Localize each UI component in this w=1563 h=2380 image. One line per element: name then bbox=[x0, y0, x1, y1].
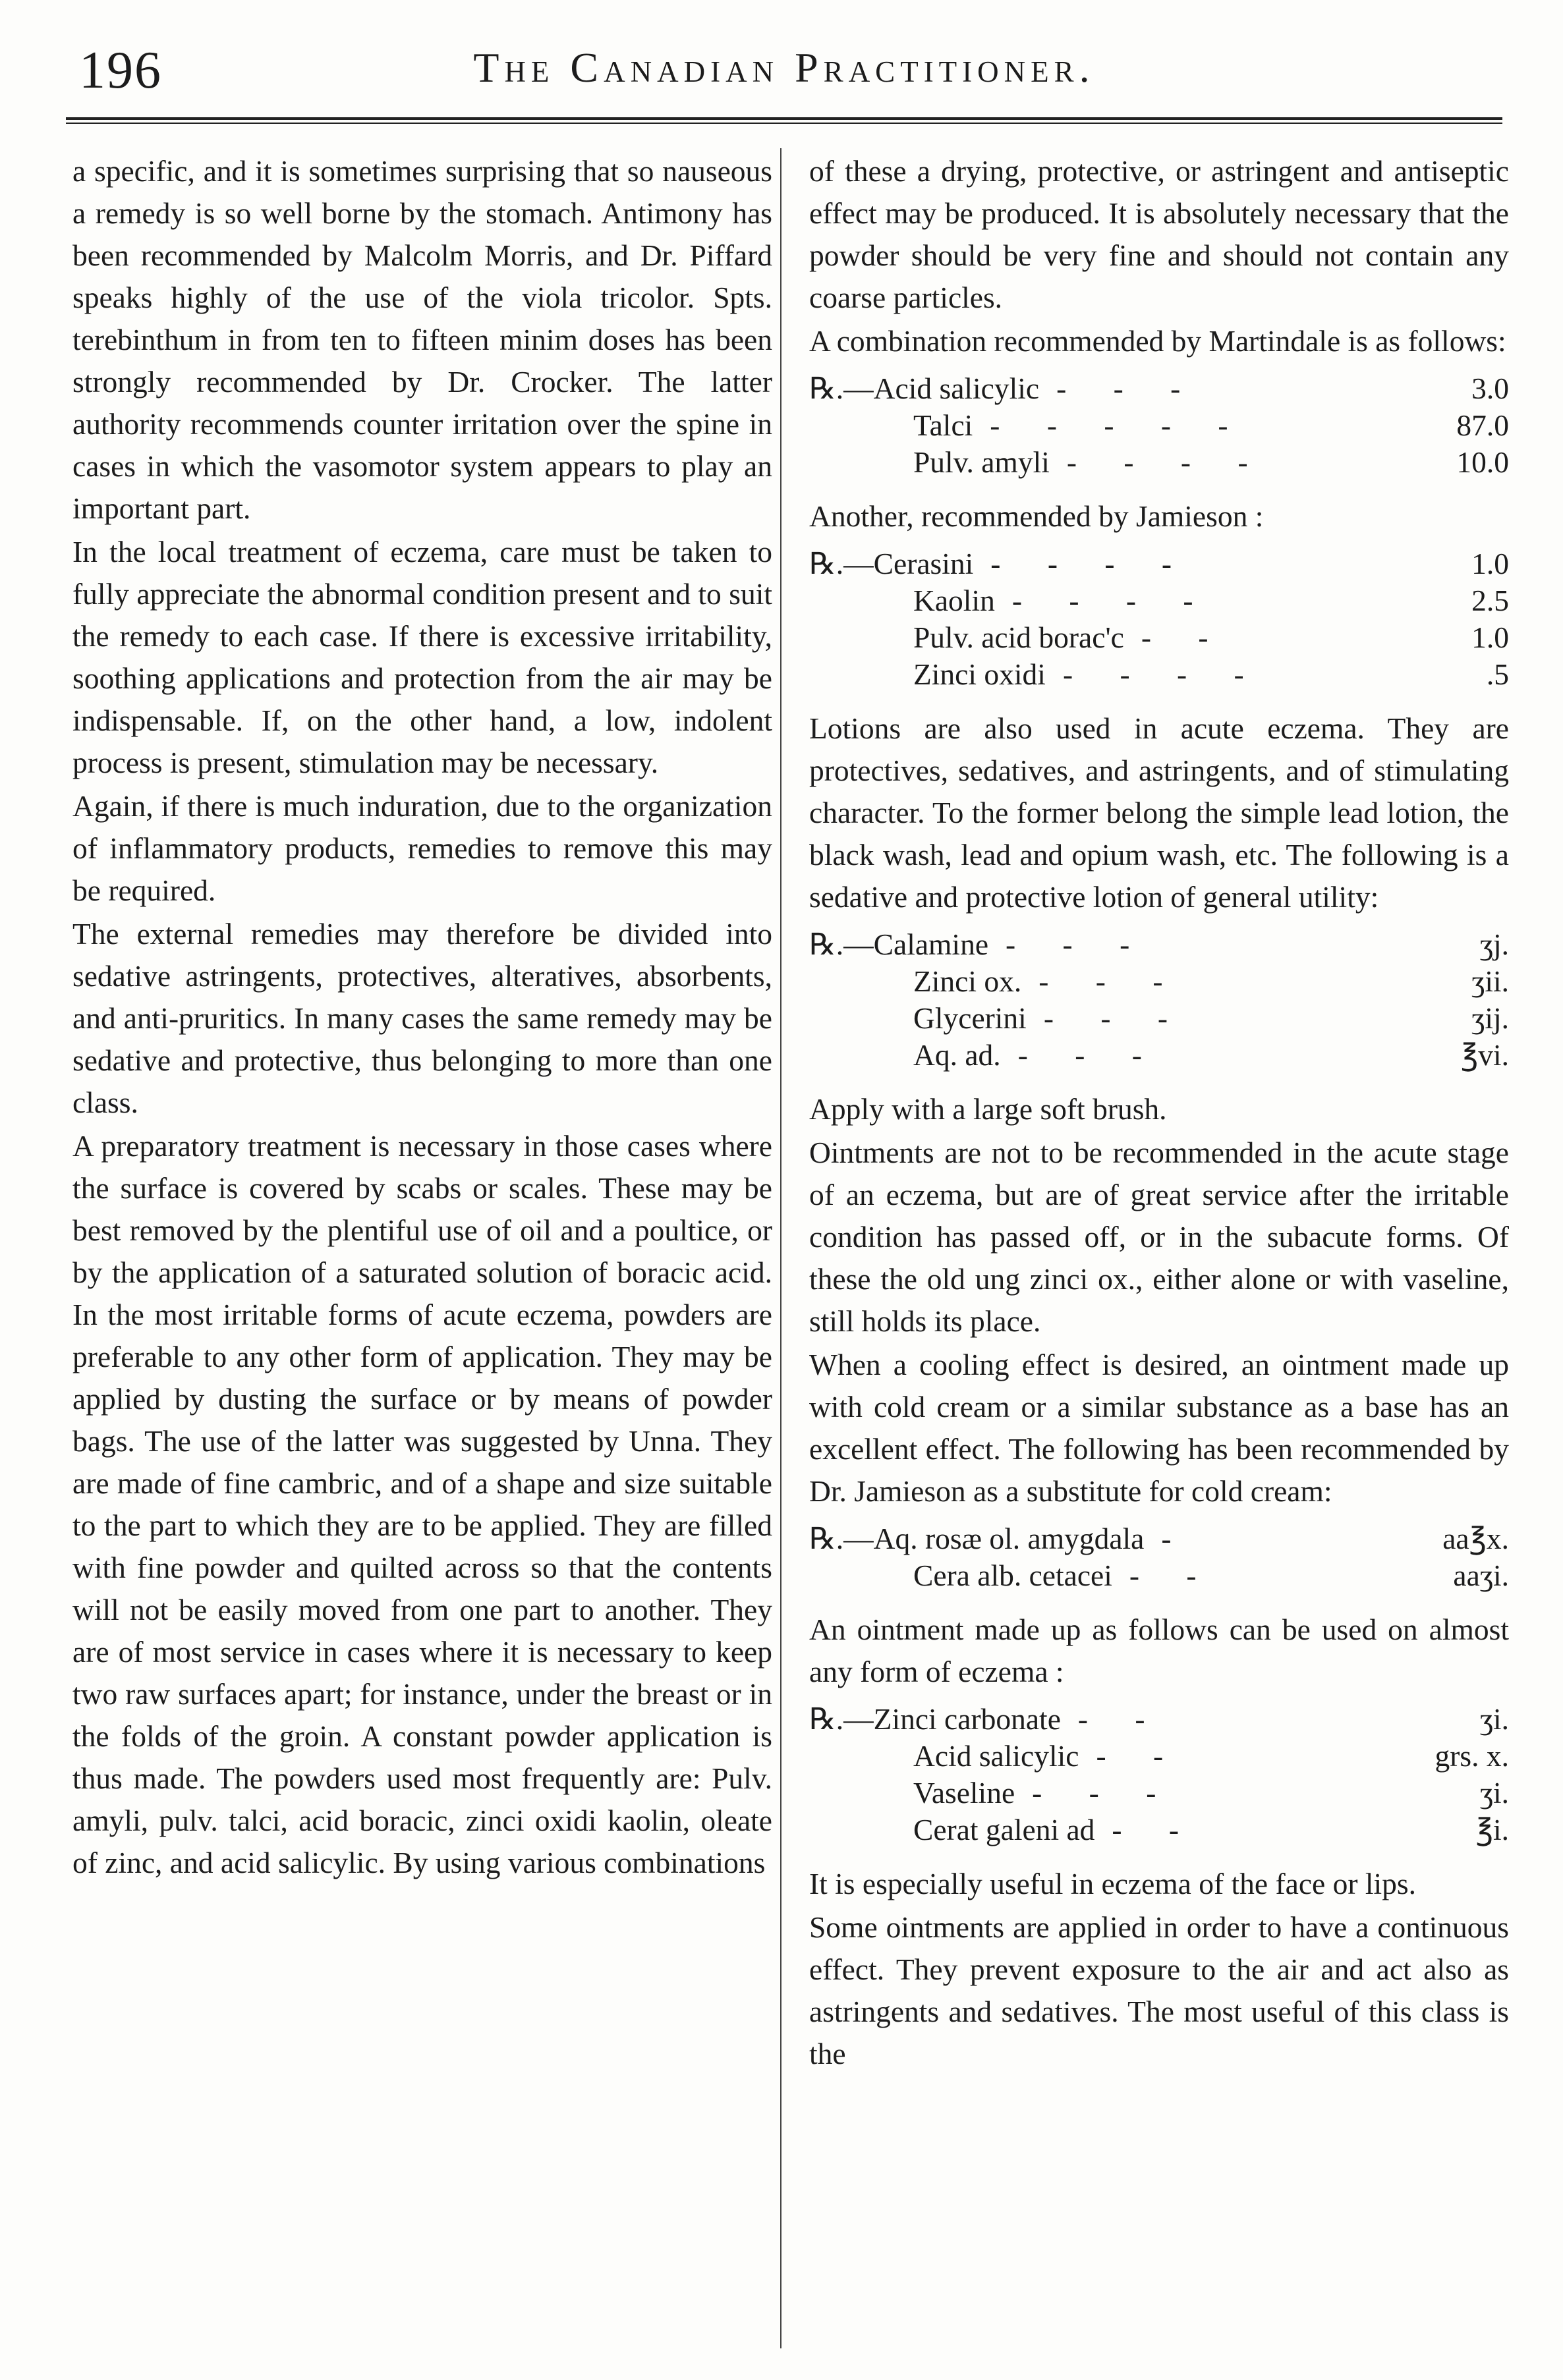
ingredient: Kaolin bbox=[913, 584, 995, 617]
header-rule bbox=[66, 117, 1502, 120]
ingredient: ℞.—Calamine bbox=[809, 927, 989, 961]
ingredient: Zinci ox. bbox=[913, 964, 1022, 998]
leader-dashes: - - - - - bbox=[990, 408, 1248, 442]
paragraph: Apply with a large soft brush. bbox=[809, 1092, 1167, 1126]
quantity: 1.0 bbox=[1471, 621, 1509, 654]
prescription-line bbox=[809, 582, 1509, 619]
leader-dashes: - - - bbox=[1017, 1038, 1162, 1072]
quantity: 1.0 bbox=[1471, 547, 1509, 580]
quantity: 3.0 bbox=[1471, 372, 1509, 405]
quantity: 10.0 bbox=[1456, 445, 1509, 479]
prescription-ointment bbox=[809, 1701, 1509, 1848]
ingredient: ℞.—Cerasini bbox=[809, 547, 974, 580]
quantity: ʒij. bbox=[1471, 1001, 1509, 1035]
leader-dashes: - - - - bbox=[1011, 584, 1213, 617]
ingredient: Pulv. amyli bbox=[913, 445, 1050, 479]
ingredient: ℞.—Aq. rosæ ol. amygdala bbox=[809, 1522, 1145, 1555]
leader-dashes: - - - bbox=[1043, 1001, 1188, 1035]
right-column bbox=[809, 150, 1509, 2344]
quantity: aaʒi. bbox=[1453, 1559, 1509, 1592]
ingredient: Acid salicylic bbox=[913, 1739, 1079, 1773]
prescription-line bbox=[809, 1037, 1509, 1074]
prescription-line bbox=[809, 619, 1509, 656]
paragraph: A combination recommended by Martindale is as follows: bbox=[809, 324, 1506, 358]
paragraph: a specific, and it is sometimes surprising that so nauseous a remedy is so well borne by the stomach. Antimony has been recommended by Malcolm Morris, and Dr. Piffard speaks highly of the use of the viola tricolor. Spts. terebinthum in from ten to fifteen minim doses has been strongly recommended by Dr. Crocker. The latter authority recommends counter irritation over the spine in cases in which the vasomotor system appears to play an important part. bbox=[72, 154, 772, 525]
column-divider bbox=[780, 148, 782, 2348]
leader-dashes: - - bbox=[1112, 1813, 1199, 1846]
quantity: ʒj. bbox=[1479, 927, 1509, 961]
leader-dashes: - - - - bbox=[1062, 657, 1264, 691]
prescription-line bbox=[809, 656, 1509, 693]
running-header bbox=[66, 20, 1502, 105]
paragraph: When a cooling effect is desired, an ointment made up with cold cream or a similar substance as a base has an excellent effect. The following has been recommended by Dr. Jamieson as a substitute for cold cream: bbox=[809, 1348, 1509, 1508]
ingredient: Talci bbox=[913, 408, 973, 442]
leader-dashes: - - - - bbox=[990, 547, 1192, 580]
leader-dashes: - bbox=[1161, 1522, 1191, 1555]
prescription-line bbox=[809, 407, 1509, 444]
paragraph: Another, recommended by Jamieson : bbox=[809, 499, 1264, 533]
prescription-lotion bbox=[809, 926, 1509, 1074]
left-column bbox=[72, 150, 772, 2344]
page-number: 196 bbox=[79, 42, 162, 99]
prescription-line bbox=[809, 545, 1509, 582]
ingredient: Aq. ad. bbox=[913, 1038, 1001, 1072]
leader-dashes: - - bbox=[1077, 1702, 1165, 1736]
quantity: grs. x. bbox=[1435, 1739, 1509, 1773]
quantity: ℥vi. bbox=[1460, 1038, 1509, 1072]
paragraph: Again, if there is much induration, due to the organization of inflammatory products, remedies to remove this may be required. bbox=[72, 789, 772, 907]
quantity: .5 bbox=[1486, 657, 1509, 691]
paragraph: The external remedies may therefore be divided into sedative astringents, protectives, alteratives, absorbents, and anti-pruritics. In many cases the same remedy may be sedative and protective, thus belonging to more than one class. bbox=[72, 917, 772, 1119]
prescription-line bbox=[809, 1775, 1509, 1812]
paragraph: Lotions are also used in acute eczema. They are protectives, sedatives, and astringents, and of stimulating character. To the former belong the simple lead lotion, the black wash, lead and opium wash, etc. The following is a sedative and protective lotion of general utility: bbox=[809, 711, 1509, 914]
quantity: 2.5 bbox=[1471, 584, 1509, 617]
ingredient: Pulv. acid borac'c bbox=[913, 621, 1124, 654]
ingredient: Glycerini bbox=[913, 1001, 1027, 1035]
quantity: 87.0 bbox=[1456, 408, 1509, 442]
quantity: aa℥x. bbox=[1442, 1522, 1509, 1555]
ingredient: Vaseline bbox=[913, 1776, 1015, 1810]
ingredient: Cerat galeni ad bbox=[913, 1813, 1095, 1846]
prescription-line bbox=[809, 370, 1509, 407]
journal-title: The Canadian Practitioner. bbox=[473, 44, 1095, 91]
leader-dashes: - - bbox=[1096, 1739, 1183, 1773]
leader-dashes: - - - - bbox=[1066, 445, 1268, 479]
paragraph: An ointment made up as follows can be used on almost any form of eczema : bbox=[809, 1613, 1509, 1688]
prescription-line bbox=[809, 1812, 1509, 1848]
prescription-jamieson-powder bbox=[809, 545, 1509, 693]
ingredient: Cera alb. cetacei bbox=[913, 1559, 1112, 1592]
prescription-line bbox=[809, 963, 1509, 1000]
prescription-line bbox=[809, 1520, 1509, 1557]
leader-dashes: - - - bbox=[1006, 927, 1150, 961]
prescription-martindale bbox=[809, 370, 1509, 481]
quantity: ℥i. bbox=[1475, 1813, 1509, 1846]
quantity: ʒii. bbox=[1471, 964, 1509, 998]
paragraph: Some ointments are applied in order to have a continuous effect. They prevent exposure to the air and act also as astringents and sedatives. The most useful of this class is the bbox=[809, 1910, 1509, 2070]
prescription-cold-cream bbox=[809, 1520, 1509, 1594]
paragraph: of these a drying, protective, or astringent and antiseptic effect may be produced. It is absolutely necessary that the powder should be very fine and should not contain any coarse particles. bbox=[809, 154, 1509, 314]
quantity: ʒi. bbox=[1479, 1702, 1509, 1736]
ingredient: ℞.—Zinci carbonate bbox=[809, 1702, 1061, 1736]
prescription-line bbox=[809, 926, 1509, 963]
paragraph: A preparatory treatment is necessary in those cases where the surface is covered by scabs or scales. These may be best removed by the plentiful use of oil and a poultice, or by the application of a saturated solution of boracic acid. In the most irritable forms of acute eczema, powders are preferable to any other form of application. They may be applied by dusting the surface or by means of powder bags. The use of the latter was suggested by Unna. They are made of fine cambric, and of a shape and size suitable to the part to which they are to be applied. They are filled with fine powder and quilted across so that the contents will not be easily moved from one part to another. They are of most service in cases where it is necessary to keep two raw surfaces apart; for instance, under the breast or in the folds of the groin. A constant powder application is thus made. The powders used most frequently are: Pulv. amyli, pulv. talci, acid boracic, zinci oxidi kaolin, oleate of zinc, and acid salicylic. By using various combinations bbox=[72, 1129, 772, 1879]
prescription-line bbox=[809, 1557, 1509, 1594]
leader-dashes: - - - bbox=[1038, 964, 1183, 998]
leader-dashes: - - - bbox=[1056, 372, 1201, 405]
quantity: ʒi. bbox=[1479, 1776, 1509, 1810]
leader-dashes: - - - bbox=[1032, 1776, 1176, 1810]
prescription-line bbox=[809, 1701, 1509, 1738]
prescription-line bbox=[809, 1000, 1509, 1037]
ingredient: Zinci oxidi bbox=[913, 657, 1046, 691]
paragraph: Ointments are not to be recommended in the acute stage of an eczema, but are of great service after the irritable condition has passed off, or in the subacute forms. Of these the old ung zinci ox., either alone or with vaseline, still holds its place. bbox=[809, 1136, 1509, 1338]
leader-dashes: - - bbox=[1141, 621, 1228, 654]
paragraph: It is especially useful in eczema of the face or lips. bbox=[809, 1867, 1416, 1900]
paragraph: In the local treatment of eczema, care must be taken to fully appreciate the abnormal condition present and to suit the remedy to each case. If there is excessive irritability, soothing applications and protection from the air may be indispensable. If, on the other hand, a low, indolent process is present, stimulation may be necessary. bbox=[72, 535, 772, 779]
prescription-line bbox=[809, 444, 1509, 481]
ingredient: ℞.—Acid salicylic bbox=[809, 372, 1040, 405]
leader-dashes: - - bbox=[1129, 1559, 1216, 1592]
header-rule-thin bbox=[66, 123, 1502, 124]
prescription-line bbox=[809, 1738, 1509, 1775]
